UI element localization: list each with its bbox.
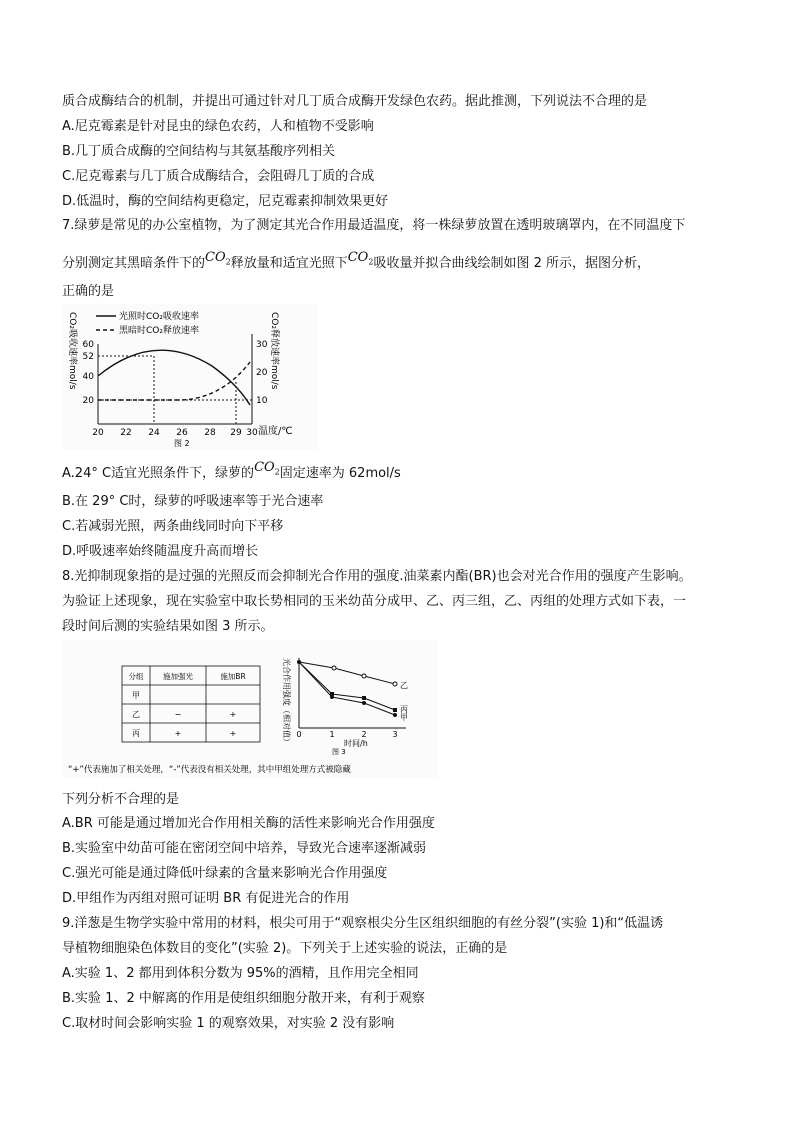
right-tick-label: 30 bbox=[256, 340, 268, 350]
series-yi-point bbox=[332, 666, 336, 670]
q8-option-d: D.甲组作为丙组对照可证明 BR 有促进光合的作用 bbox=[62, 891, 350, 906]
co2-subscript: 2 bbox=[368, 257, 374, 267]
q7-stem-line2 bbox=[62, 250, 650, 278]
figure-3-caption: 图 3 bbox=[332, 748, 346, 756]
series-label-yi: 乙 bbox=[400, 681, 408, 690]
x-tick-label: 28 bbox=[204, 428, 216, 438]
q9-option-c: C.取材时间会影响实验 1 的观察效果，对实验 2 没有影响 bbox=[62, 1016, 395, 1031]
q7-text: 吸收量并拟合曲线绘制如图 2 所示，据图分析， bbox=[373, 256, 650, 271]
q7-option-a-text: 固定速率为 62mol/s bbox=[279, 466, 401, 481]
co2-subscript: 2 bbox=[274, 467, 280, 477]
table-header: 分组 bbox=[128, 672, 144, 681]
q8-stem-line2: 为验证上述现象，现在实验室中取长势相同的玉米幼苗分成甲、乙、丙三组，乙、丙组的处理方式如下表，一 bbox=[62, 594, 687, 609]
q6-option-b: B.几丁质合成酶的空间结构与其氨基酸序列相关 bbox=[62, 144, 336, 159]
co2-text: CO bbox=[347, 250, 369, 265]
table-cell: + bbox=[229, 710, 237, 719]
figure-3-x-tick: 2 bbox=[361, 730, 367, 739]
right-tick-label: 20 bbox=[256, 368, 268, 378]
x-tick-label: 26 bbox=[176, 428, 188, 438]
q8-option-b: B.实验室中幼苗可能在密闭空间中培养，导致光合速率逐渐减弱 bbox=[62, 841, 427, 856]
table-note: “+”代表施加了相关处理，“-”代表没有相关处理，其中甲组处理方式被隐藏 bbox=[68, 765, 351, 775]
series-label-jia: 甲 bbox=[400, 713, 408, 722]
table-cell: + bbox=[229, 729, 237, 738]
x-tick-label: 30 bbox=[246, 428, 258, 438]
left-tick-label: 60 bbox=[82, 340, 94, 350]
experiment-figure bbox=[62, 640, 438, 778]
left-tick-label: 40 bbox=[82, 372, 94, 382]
co2-formula bbox=[254, 460, 280, 475]
q7-option-a bbox=[62, 460, 401, 488]
co2-text: CO bbox=[205, 250, 226, 265]
series-jia-point bbox=[362, 701, 366, 705]
table-header: 施加强光 bbox=[163, 672, 193, 681]
left-tick-label: 52 bbox=[82, 352, 94, 362]
series-start-point bbox=[297, 660, 301, 664]
q6-option-c: C.尼克霉素与几丁质合成酶结合，会阻碍几丁质的合成 bbox=[62, 169, 375, 184]
figure-2-chart bbox=[62, 304, 318, 450]
co2-text: CO bbox=[254, 460, 275, 475]
q7-stem-line1: 7.绿萝是常见的办公室植物，为了测定其光合作用最适温度，将一株绿萝放置在透明玻璃罩内，在不同温度下 bbox=[62, 218, 686, 233]
q9-option-b: B.实验 1、2 中解离的作用是使组织细胞分散开来，有利于观察 bbox=[62, 991, 425, 1006]
q6-option-a: A.尼克霉素是针对昆虫的绿色农药，人和植物不受影响 bbox=[62, 119, 374, 134]
series-yi-point bbox=[362, 674, 366, 678]
q8-stem-line3: 段时间后测的实验结果如图 3 所示。 bbox=[62, 619, 274, 634]
q9-stem-line2: 导植物细胞染色体数目的变化”(实验 2)。下列关于上述实验的说法，正确的是 bbox=[62, 941, 508, 956]
right-axis-ticks bbox=[256, 340, 268, 406]
table-cell: 丙 bbox=[132, 729, 140, 738]
q8-option-c: C.强光可能是通过降低叶绿素的含量来影响光合作用强度 bbox=[62, 866, 388, 881]
figure-2-right-ylabel: CO₂释放速率mol/s bbox=[269, 312, 279, 390]
q9-option-a: A.实验 1、2 都用到体积分数为 95%的酒精，且作用完全相同 bbox=[62, 966, 419, 981]
figure-2-caption: 图 2 bbox=[174, 439, 190, 448]
q7-option-b: B.在 29° C时，绿萝的呼吸速率等于光合速率 bbox=[62, 494, 324, 509]
co2-formula bbox=[205, 250, 231, 265]
co2-subscript: 2 bbox=[225, 257, 231, 267]
left-tick-label: 20 bbox=[82, 396, 94, 406]
experiment-figure-background bbox=[62, 640, 438, 778]
q8-question: 下列分析不合理的是 bbox=[62, 792, 180, 807]
figure-3-x-tick: 1 bbox=[329, 730, 335, 739]
q7-text: 释放量和适宜光照下 bbox=[230, 256, 348, 271]
x-tick-label: 29 bbox=[230, 428, 242, 438]
figure-3-x-tick: 3 bbox=[392, 730, 398, 739]
figure-2-left-ylabel: CO₂吸收速率mol/s bbox=[67, 312, 77, 390]
q9-stem-line1: 9.洋葱是生物学实验中常用的材料，根尖可用于“观察根尖分生区组织细胞的有丝分裂”(实验 1)和“低温诱 bbox=[62, 916, 664, 931]
q6-option-d: D.低温时，酶的空间结构更稳定，尼克霉素抑制效果更好 bbox=[62, 194, 389, 209]
left-axis-ticks bbox=[83, 340, 95, 406]
table-cell: 甲 bbox=[132, 691, 140, 700]
table-cell: − bbox=[174, 710, 182, 719]
series-yi-point bbox=[393, 682, 397, 686]
legend-light-label: 光照时CO₂吸收速率 bbox=[119, 312, 199, 322]
x-tick-label: 24 bbox=[148, 428, 160, 438]
figure-3-xlabel: 时间/h bbox=[344, 739, 368, 748]
q7-option-a-text: A.24° C适宜光照条件下，绿萝的 bbox=[62, 466, 255, 481]
series-bing-point bbox=[393, 708, 397, 712]
right-tick-label: 10 bbox=[256, 396, 268, 406]
q7-option-c: C.若减弱光照，两条曲线同时向下平移 bbox=[62, 519, 284, 534]
series-label-bing: 丙 bbox=[400, 705, 408, 714]
q8-stem-line1: 8.光抑制现象指的是过强的光照反而会抑制光合作用的强度.油菜素内酯(BR)也会对光合作用的强度产生影响。 bbox=[62, 569, 692, 584]
q6-stem: 质合成酶结合的机制，并提出可通过针对几丁质合成酶开发绿色农药。据此推测，下列说法不合理的是 bbox=[62, 94, 648, 109]
figure-3-ylabel: 光合作用强度（相对值） bbox=[282, 658, 291, 746]
series-bing-point bbox=[362, 696, 366, 700]
q8-option-a: A.BR 可能是通过增加光合作用相关酶的活性来影响光合作用强度 bbox=[62, 816, 435, 831]
q7-option-d: D.呼吸速率始终随温度升高而增长 bbox=[62, 544, 259, 559]
legend-dark-label: 黑暗时CO₂释放速率 bbox=[119, 326, 199, 336]
x-tick-label: 20 bbox=[92, 428, 104, 438]
series-jia-point bbox=[330, 695, 334, 699]
table-header: 施加BR bbox=[220, 672, 246, 681]
x-axis-unit: 温度/℃ bbox=[258, 426, 293, 437]
x-tick-label: 22 bbox=[120, 428, 132, 438]
table-cell: + bbox=[174, 729, 182, 738]
q7-text: 分别测定其黑暗条件下的 bbox=[62, 256, 206, 271]
series-jia-point bbox=[393, 713, 397, 717]
figure-3-x-tick: 0 bbox=[296, 730, 302, 739]
co2-formula bbox=[348, 250, 374, 265]
q7-stem-line3: 正确的是 bbox=[62, 284, 115, 299]
table-cell: 乙 bbox=[132, 710, 140, 719]
